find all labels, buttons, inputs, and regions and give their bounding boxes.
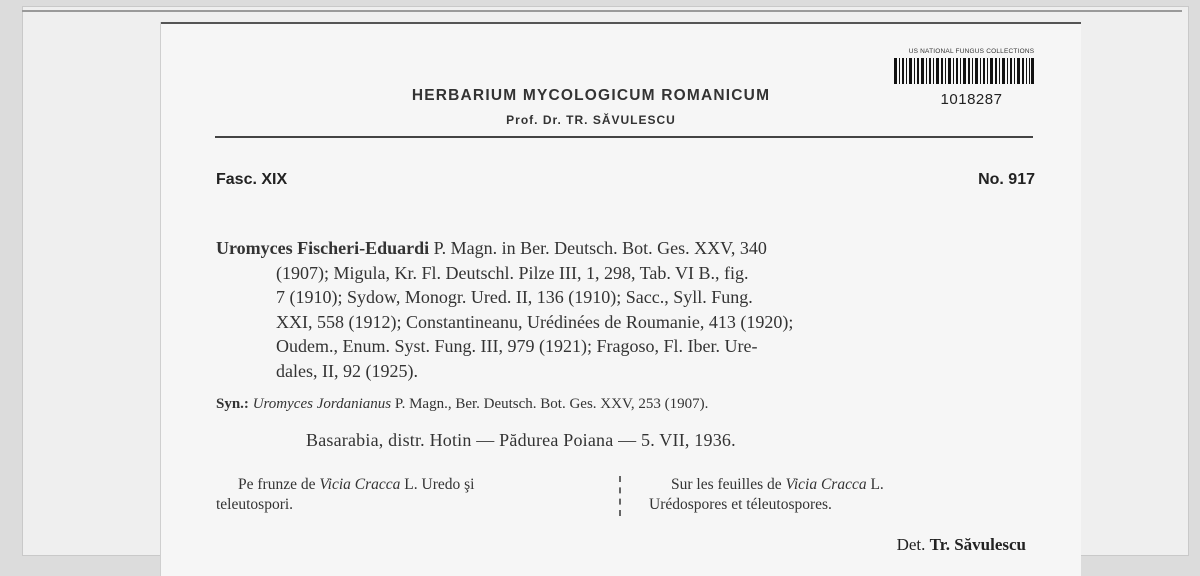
host-ro-pre: Pe frunze de — [238, 476, 320, 493]
citation-line-5: Oudem., Enum. Syst. Fung. III, 979 (1921); Fragoso, Fl. Iber. Ure- — [276, 336, 758, 356]
herbarium-label — [160, 22, 1081, 576]
herbarium-director: Prof. Dr. TR. SĂVULESCU — [506, 113, 676, 127]
determiner-name: Tr. Săvulescu — [929, 535, 1026, 554]
species-citation — [216, 236, 1036, 383]
synonym-line — [216, 396, 708, 413]
herbarium-title: HERBARIUM MYCOLOGICUM ROMANICUM — [411, 87, 771, 104]
synonym-label: Syn.: — [216, 396, 249, 412]
citation-line-4: XXI, 558 (1912); Constantineanu, Urédinées de Roumanie, 413 (1920); — [276, 311, 794, 332]
host-romanian — [216, 475, 596, 515]
barcode-sticker — [894, 42, 1049, 142]
host-ro-species: Vicia Cracca — [319, 476, 401, 493]
host-fr-species: Vicia Cracca — [785, 476, 867, 493]
citation-line-1: P. Magn. in Ber. Deutsch. Bot. Ges. XXV, 340 — [429, 238, 767, 258]
specimen-number: No. 917 — [978, 171, 1035, 188]
citation-line-6: dales, II, 92 (1925). — [276, 360, 418, 381]
collection-locality: Basarabia, distr. Hotin — Pădurea Poiana — 5. VII, 1936. — [306, 430, 736, 450]
host-ro-post: L. Uredo şi — [400, 476, 475, 493]
citation-line-3: 7 (1910); Sydow, Monogr. Ured. II, 136 (1910); Sacc., Syll. Fung. — [276, 287, 753, 307]
barcode-number: 1018287 — [940, 91, 1003, 108]
host-fr-pre: Sur les feuilles de — [671, 476, 786, 493]
label-top-edge — [161, 22, 1081, 24]
barcode-caption: US NATIONAL FUNGUS COLLECTIONS — [908, 48, 1035, 55]
host-fr-post: L. — [866, 476, 884, 493]
determiner — [897, 535, 1026, 555]
synonym-name: Uromyces Jordanianus — [252, 396, 392, 412]
barcode-icon — [894, 58, 1034, 84]
fascicle-label: Fasc. XIX — [216, 171, 288, 188]
backing-sheet-edge — [22, 10, 1182, 12]
citation-line-2: (1907); Migula, Kr. Fl. Deutschl. Pilze III, 1, 298, Tab. VI B., fig. — [276, 262, 749, 283]
species-name: Uromyces Fischeri-Eduardi — [216, 238, 430, 258]
determiner-prefix: Det. — [896, 535, 930, 554]
host-ro-line-2: teleutospori. — [216, 496, 294, 513]
host-french — [649, 475, 1039, 515]
host-fr-line-2: Urédospores et téleutospores. — [649, 496, 832, 513]
host-column-divider — [619, 476, 621, 516]
synonym-reference: P. Magn., Ber. Deutsch. Bot. Ges. XXV, 253 (1907). — [391, 396, 709, 412]
